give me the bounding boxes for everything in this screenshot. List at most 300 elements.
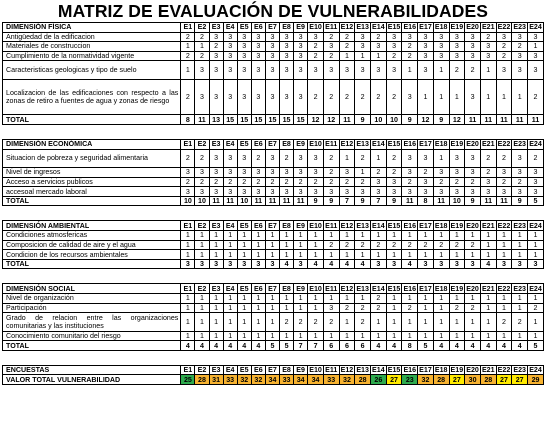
table-row [3, 79, 544, 115]
row-value: 2 [308, 177, 324, 187]
total-value: 4 [223, 341, 237, 351]
column-header: E13 [356, 366, 369, 375]
row-value: 1 [433, 313, 449, 332]
total-value: 4 [433, 341, 449, 351]
row-value: 3 [308, 32, 324, 42]
column-header: E3 [209, 23, 223, 33]
row-value: 3 [280, 42, 294, 52]
total-value: 12 [323, 115, 339, 125]
row-value: 1 [512, 331, 528, 341]
total-value: 10 [386, 115, 402, 125]
total-value: 11 [251, 196, 265, 206]
row-value: 3 [418, 61, 434, 80]
row-value: 1 [480, 294, 496, 304]
table-row [3, 294, 544, 304]
row-value: 3 [449, 149, 465, 168]
column-header: E16 [403, 140, 417, 149]
row-value: 1 [512, 240, 528, 250]
spacer-cell [3, 350, 544, 365]
row-value: 1 [402, 231, 418, 241]
column-header: E20 [466, 23, 479, 32]
row-value: 3 [418, 187, 434, 197]
row-value: 1 [496, 294, 512, 304]
row-value: 2 [402, 240, 418, 250]
column-header: E4 [223, 284, 237, 294]
vulnerability-total-value: 25 [181, 375, 195, 385]
vulnerability-total-value: 26 [371, 375, 387, 385]
total-value: 9 [355, 196, 371, 206]
row-value: 3 [528, 32, 544, 42]
total-value: 11 [480, 196, 496, 206]
row-value: 1 [418, 231, 434, 241]
spacer-row [3, 269, 544, 284]
total-value: 4 [480, 259, 496, 269]
row-value: 1 [480, 331, 496, 341]
row-value: 2 [496, 51, 512, 61]
column-header: E11 [325, 140, 338, 149]
row-value: 2 [480, 32, 496, 42]
row-value: 1 [480, 313, 496, 332]
section-title: DIMENSIÓN FÍSICA [3, 23, 181, 33]
column-header: E17 [419, 140, 432, 149]
row-value: 1 [251, 331, 265, 341]
row-value: 3 [433, 168, 449, 178]
total-label: TOTAL [3, 196, 181, 206]
row-value: 1 [449, 79, 465, 115]
row-value: 3 [265, 32, 279, 42]
column-header: E17 [419, 23, 432, 32]
row-value: 2 [323, 149, 339, 168]
row-value: 1 [294, 240, 308, 250]
row-value: 2 [355, 240, 371, 250]
column-header: E23 [513, 140, 526, 149]
column-header: E2 [195, 221, 209, 231]
column-header: E22 [497, 221, 511, 230]
surveys-header-row [3, 365, 544, 375]
row-label: Participación [3, 303, 181, 313]
row-value: 3 [465, 79, 481, 115]
total-row [3, 341, 544, 351]
row-value: 1 [371, 250, 387, 260]
total-value: 11 [512, 115, 528, 125]
row-value: 2 [355, 313, 371, 332]
row-value: 2 [181, 79, 195, 115]
row-value: 3 [265, 61, 279, 80]
row-value: 2 [323, 240, 339, 250]
row-value: 3 [323, 187, 339, 197]
column-header: E3 [209, 139, 223, 149]
row-value: 3 [496, 168, 512, 178]
column-header: E9 [294, 365, 308, 375]
column-header: E18 [434, 23, 448, 32]
column-header: E6 [251, 284, 265, 294]
total-value: 9 [402, 115, 418, 125]
row-value: 1 [480, 231, 496, 241]
row-value: 2 [418, 240, 434, 250]
column-header: E13 [356, 284, 369, 293]
column-header: E9 [294, 284, 308, 294]
column-header: E8 [280, 23, 294, 33]
total-value: 8 [402, 341, 418, 351]
row-value: 1 [386, 250, 402, 260]
row-value: 2 [294, 313, 308, 332]
row-value: 1 [418, 331, 434, 341]
row-value: 3 [528, 177, 544, 187]
total-value: 7 [308, 341, 324, 351]
row-value: 3 [237, 168, 251, 178]
row-value: 1 [480, 79, 496, 115]
total-value: 4 [237, 341, 251, 351]
total-value: 10 [181, 196, 195, 206]
row-value: 3 [294, 51, 308, 61]
row-value: 1 [181, 303, 195, 313]
row-value: 2 [280, 177, 294, 187]
column-header: E14 [372, 140, 385, 149]
column-header: E6 [251, 365, 265, 375]
row-value: 2 [528, 149, 544, 168]
row-value: 2 [308, 42, 324, 52]
row-value: 3 [209, 79, 223, 115]
row-label: Condicion de los recursos ambientales [3, 250, 181, 260]
row-value: 1 [339, 231, 355, 241]
column-header: E15 [387, 221, 401, 230]
column-header: E7 [265, 284, 279, 294]
total-value: 15 [223, 115, 237, 125]
row-value: 1 [223, 313, 237, 332]
column-header: E5 [237, 139, 251, 149]
table-row [3, 32, 544, 42]
column-header: E11 [325, 366, 338, 375]
section-title: DIMENSIÓN SOCIAL [3, 284, 181, 294]
total-value: 9 [323, 196, 339, 206]
column-header: E2 [195, 139, 209, 149]
column-header: E5 [237, 365, 251, 375]
row-value: 3 [371, 177, 387, 187]
total-value: 13 [209, 115, 223, 125]
vulnerability-total-value: 27 [386, 375, 402, 385]
column-header: E24 [529, 140, 542, 149]
column-header: E23 [513, 366, 526, 375]
total-value: 11 [496, 196, 512, 206]
vulnerability-total-value: 28 [195, 375, 209, 385]
column-header: E14 [372, 284, 385, 293]
row-value: 2 [449, 61, 465, 80]
row-value: 3 [195, 168, 209, 178]
total-value: 15 [280, 115, 294, 125]
total-value: 11 [433, 196, 449, 206]
row-value: 3 [418, 32, 434, 42]
column-header: E11 [325, 221, 338, 230]
total-value: 3 [181, 259, 195, 269]
column-header: E21 [481, 23, 495, 32]
column-header: E9 [294, 221, 308, 231]
column-header: E18 [434, 284, 448, 293]
row-value: 1 [371, 51, 387, 61]
column-header: E4 [223, 139, 237, 149]
row-value: 3 [402, 187, 418, 197]
total-value: 4 [209, 341, 223, 351]
column-header: E24 [529, 221, 542, 230]
row-value: 1 [265, 313, 279, 332]
total-value: 3 [465, 259, 481, 269]
row-value: 3 [237, 61, 251, 80]
vulnerability-total-value: 34 [294, 375, 308, 385]
row-value: 3 [512, 168, 528, 178]
column-header: E10 [309, 140, 322, 149]
total-value: 5 [265, 341, 279, 351]
row-value: 3 [209, 32, 223, 42]
row-value: 2 [386, 51, 402, 61]
row-value: 1 [181, 250, 195, 260]
total-value: 11 [223, 196, 237, 206]
row-value: 1 [237, 250, 251, 260]
total-value: 8 [418, 196, 434, 206]
total-value: 11 [265, 196, 279, 206]
row-value: 3 [223, 51, 237, 61]
total-label: TOTAL [3, 341, 181, 351]
row-value: 2 [496, 313, 512, 332]
row-value: 1 [465, 294, 481, 304]
total-value: 5 [528, 196, 544, 206]
vulnerability-total-value: 32 [418, 375, 434, 385]
row-label: Antigüedad de la edificacion [3, 32, 181, 42]
column-header: E22 [497, 140, 511, 149]
row-value: 1 [465, 231, 481, 241]
column-header: E4 [223, 221, 237, 231]
total-value: 10 [371, 115, 387, 125]
total-value: 9 [465, 196, 481, 206]
row-value: 1 [308, 250, 324, 260]
row-value: 3 [294, 61, 308, 80]
row-value: 1 [512, 250, 528, 260]
section-header-row [3, 284, 544, 294]
vulnerability-total-value: 33 [280, 375, 294, 385]
row-value: 1 [371, 313, 387, 332]
column-header: E14 [372, 221, 385, 230]
column-header: E17 [419, 366, 432, 375]
row-value: 3 [449, 187, 465, 197]
column-header: E1 [181, 139, 195, 149]
section-header-row [3, 139, 544, 149]
total-value: 10 [237, 196, 251, 206]
row-value: 2 [512, 313, 528, 332]
row-value: 3 [223, 42, 237, 52]
row-value: 1 [496, 331, 512, 341]
row-value: 3 [449, 32, 465, 42]
row-value: 1 [251, 250, 265, 260]
row-value: 2 [386, 240, 402, 250]
row-value: 1 [308, 240, 324, 250]
vulnerability-total-value: 29 [528, 375, 544, 385]
row-value: 3 [402, 79, 418, 115]
row-value: 1 [265, 294, 279, 304]
total-value: 8 [181, 115, 195, 125]
total-value: 4 [480, 341, 496, 351]
row-value: 3 [528, 187, 544, 197]
row-value: 3 [237, 32, 251, 42]
row-value: 3 [496, 61, 512, 80]
row-value: 1 [265, 250, 279, 260]
row-value: 3 [237, 79, 251, 115]
row-value: 3 [480, 177, 496, 187]
row-value: 2 [386, 149, 402, 168]
total-value: 7 [371, 196, 387, 206]
column-header: E7 [265, 139, 279, 149]
row-value: 1 [339, 149, 355, 168]
row-value: 3 [251, 51, 265, 61]
row-value: 1 [308, 294, 324, 304]
row-value: 1 [237, 240, 251, 250]
column-header: E16 [403, 284, 417, 293]
row-value: 1 [308, 303, 324, 313]
row-value: 3 [339, 61, 355, 80]
row-value: 1 [251, 240, 265, 250]
total-value: 11 [496, 115, 512, 125]
total-value: 12 [418, 115, 434, 125]
row-value: 1 [512, 294, 528, 304]
row-value: 3 [251, 61, 265, 80]
row-value: 3 [465, 149, 481, 168]
row-value: 3 [294, 42, 308, 52]
vulnerability-total-value: 34 [308, 375, 324, 385]
row-value: 1 [418, 250, 434, 260]
column-header: E10 [309, 366, 322, 375]
vulnerability-total-value: 28 [433, 375, 449, 385]
total-value: 3 [209, 259, 223, 269]
spacer-cell [3, 269, 544, 284]
row-label: Materiales de construccion [3, 42, 181, 52]
row-value: 1 [402, 331, 418, 341]
row-value: 1 [181, 313, 195, 332]
row-value: 3 [433, 42, 449, 52]
vulnerability-total-value: 27 [512, 375, 528, 385]
row-value: 1 [294, 331, 308, 341]
row-value: 3 [280, 61, 294, 80]
row-value: 1 [528, 231, 544, 241]
row-value: 1 [265, 331, 279, 341]
total-value: 3 [294, 259, 308, 269]
row-value: 2 [386, 168, 402, 178]
row-value: 3 [265, 168, 279, 178]
row-value: 3 [265, 149, 279, 168]
total-value: 11 [209, 196, 223, 206]
row-value: 1 [528, 294, 544, 304]
column-header: E3 [209, 284, 223, 294]
row-value: 1 [237, 231, 251, 241]
row-value: 3 [237, 187, 251, 197]
total-label: TOTAL [3, 115, 181, 125]
row-value: 3 [251, 42, 265, 52]
row-value: 1 [355, 331, 371, 341]
row-value: 2 [433, 177, 449, 187]
row-value: 2 [280, 149, 294, 168]
total-value: 4 [496, 341, 512, 351]
row-value: 3 [465, 187, 481, 197]
column-header: E3 [209, 221, 223, 231]
row-value: 1 [265, 231, 279, 241]
total-value: 4 [386, 341, 402, 351]
row-value: 3 [308, 168, 324, 178]
column-header: E2 [195, 365, 209, 375]
row-value: 2 [181, 177, 195, 187]
section-title: ENCUESTAS [3, 365, 181, 375]
total-value: 3 [237, 259, 251, 269]
row-value: 3 [280, 168, 294, 178]
row-value: 1 [496, 240, 512, 250]
column-header: E12 [340, 221, 354, 230]
row-value: 3 [223, 79, 237, 115]
row-value: 1 [339, 294, 355, 304]
total-label: TOTAL [3, 259, 181, 269]
column-header: E1 [181, 365, 195, 375]
row-value: 1 [339, 331, 355, 341]
row-value: 1 [237, 303, 251, 313]
row-value: 1 [418, 303, 434, 313]
row-value: 2 [465, 61, 481, 80]
page-title: MATRIZ DE EVALUACIÓN DE VULNERABILIDADES [57, 1, 489, 21]
column-header: E12 [340, 284, 354, 293]
table-row [3, 61, 544, 80]
row-value: 1 [371, 231, 387, 241]
row-value: 1 [449, 231, 465, 241]
row-label: Composicion de calidad de aire y el agua [3, 240, 181, 250]
row-value: 2 [449, 177, 465, 187]
row-value: 1 [339, 250, 355, 260]
column-header: E11 [325, 23, 338, 32]
row-value: 1 [280, 240, 294, 250]
total-value: 3 [496, 259, 512, 269]
row-value: 2 [339, 303, 355, 313]
column-header: E10 [309, 23, 322, 32]
row-value: 3 [496, 32, 512, 42]
row-value: 2 [371, 294, 387, 304]
vulnerability-matrix [2, 22, 544, 385]
row-value: 2 [371, 168, 387, 178]
row-value: 2 [280, 313, 294, 332]
row-value: 2 [294, 177, 308, 187]
column-header: E20 [466, 140, 479, 149]
row-value: 3 [265, 51, 279, 61]
row-value: 1 [280, 231, 294, 241]
row-value: 1 [355, 231, 371, 241]
column-header: E4 [223, 365, 237, 375]
total-value: 3 [251, 259, 265, 269]
row-value: 1 [195, 240, 209, 250]
row-value: 1 [237, 313, 251, 332]
table-row [3, 313, 544, 332]
row-value: 3 [512, 61, 528, 80]
row-value: 3 [209, 51, 223, 61]
row-label: Caracteristicas geologicas y tipo de suelo [3, 61, 181, 80]
row-value: 3 [386, 187, 402, 197]
row-value: 2 [402, 42, 418, 52]
row-value: 1 [195, 331, 209, 341]
total-value: 4 [339, 259, 355, 269]
total-value: 3 [512, 259, 528, 269]
row-value: 1 [433, 149, 449, 168]
total-value: 4 [402, 259, 418, 269]
row-value: 3 [251, 168, 265, 178]
row-value: 3 [433, 32, 449, 42]
row-value: 3 [308, 149, 324, 168]
row-value: 2 [371, 79, 387, 115]
row-value: 3 [181, 168, 195, 178]
row-value: 3 [294, 187, 308, 197]
row-value: 3 [418, 51, 434, 61]
row-value: 3 [449, 51, 465, 61]
total-value: 4 [465, 341, 481, 351]
row-value: 2 [195, 51, 209, 61]
